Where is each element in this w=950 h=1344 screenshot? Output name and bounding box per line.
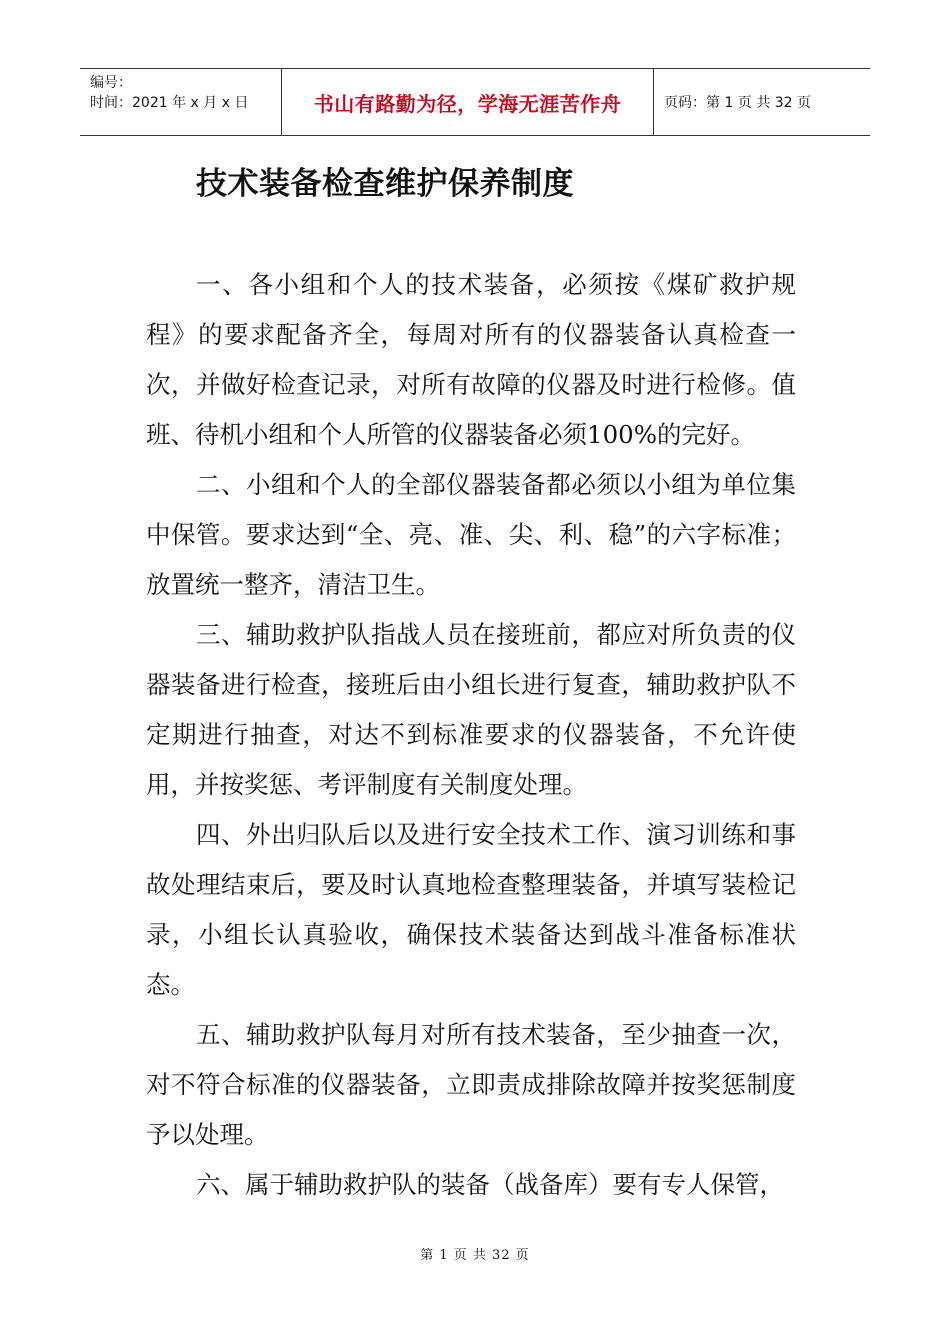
document-date: 时间：2021 年 x 月 x 日	[90, 95, 249, 111]
paragraph-1: 一、各小组和个人的技术装备，必须按《煤矿救护规程》的要求配备齐全，每周对所有的仪器装备认真检查一次，并做好检查记录，对所有故障的仪器及时进行检修。值班、待机小组和个人所管的仪器装备必须100%的完好。	[146, 270, 796, 449]
paragraph-4: 四、外出归队后以及进行安全技术工作、演习训练和事故处理结束后，要及时认真地检查整理装备，并填写装检记录，小组长认真验收，确保技术装备达到战斗准备标准状态。	[146, 820, 796, 999]
header-page-info: 页码：第 1 页 共 32 页	[664, 95, 811, 111]
header-page-cell	[654, 69, 870, 135]
paragraph-3: 三、辅助救护队指战人员在接班前，都应对所负责的仪器装备进行检查，接班后由小组长进行复查，辅助救护队不定期进行抽查，对达不到标准要求的仪器装备，不允许使用，并按奖惩、考评制度有关制度处理。	[146, 620, 796, 799]
paragraph-6: 六、属于辅助救护队的装备（战备库）要有专人保管，	[196, 1170, 784, 1199]
paragraph-5: 五、辅助救护队每月对所有技术装备，至少抽查一次，对不符合标准的仪器装备，立即责成排除故障并按奖惩制度予以处理。	[146, 1020, 796, 1149]
document-code-label: 编号：	[90, 75, 132, 91]
footer-page-number: 第 1 页 共 32 页	[420, 1248, 530, 1263]
header-meta-cell	[80, 69, 282, 135]
header-motto-cell	[282, 69, 654, 135]
header-motto: 书山有路勤为径，学海无涯苦作舟	[313, 91, 622, 116]
document-body	[146, 260, 796, 1210]
paragraph-2: 二、小组和个人的全部仪器装备都必须以小组为单位集中保管。要求达到“全、亮、准、尖、利、稳”的六字标准；放置统一整齐，清洁卫生。	[146, 470, 796, 599]
header-table	[80, 68, 870, 136]
page-footer	[0, 1244, 950, 1263]
document-title: 技术装备检查维护保养制度	[196, 166, 574, 202]
